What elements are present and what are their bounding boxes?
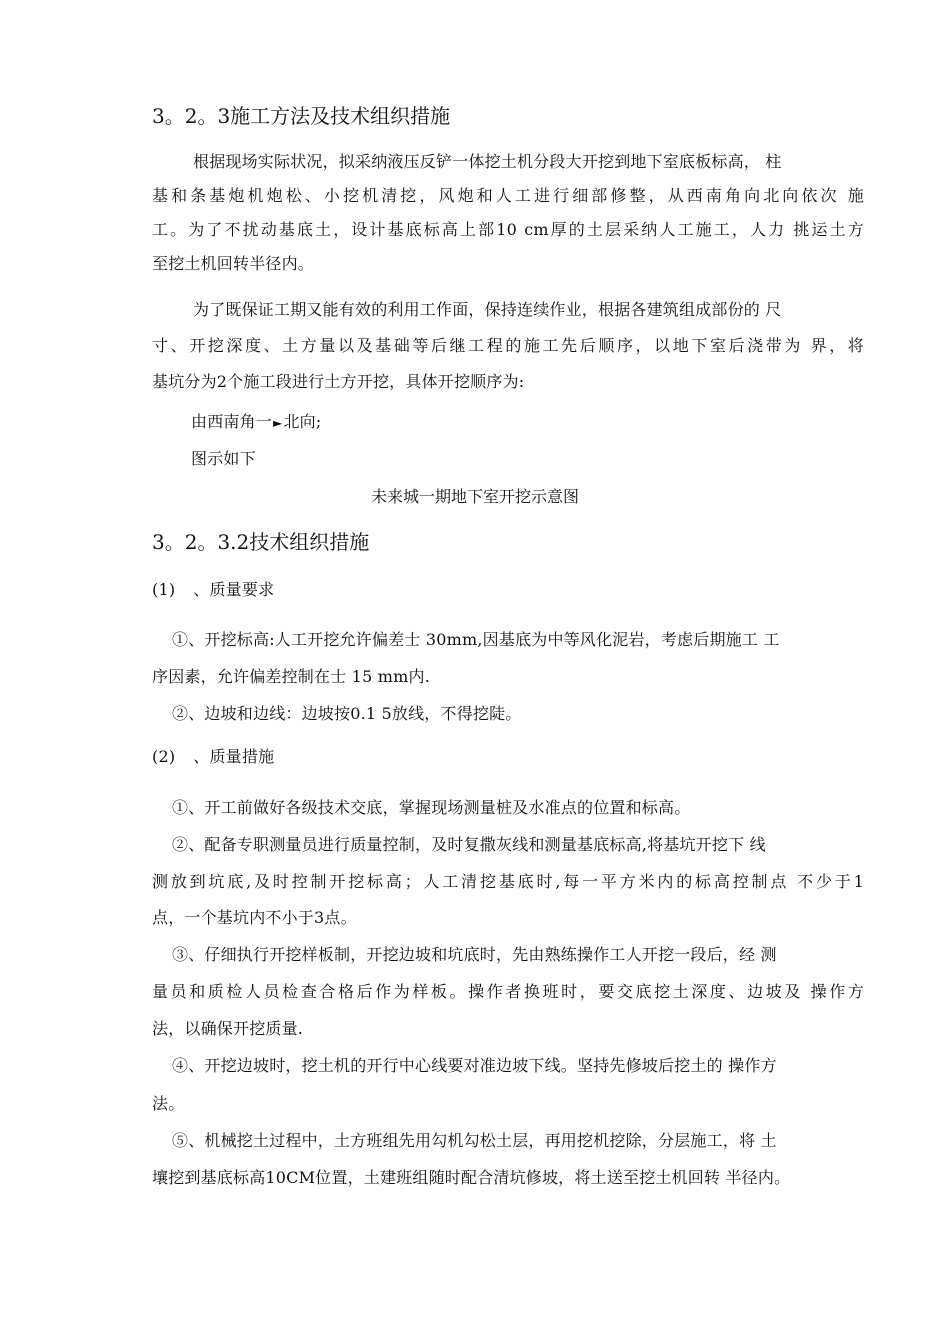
direction-from: 由西南角一 <box>191 412 273 431</box>
quality-req-heading <box>152 582 274 598</box>
quality-measures-item5-line2: 壤挖到基底标高10CM位置，土建班组随时配合清坑修坡，将土送至挖土机回转 半径内。 <box>152 1168 791 1187</box>
subsection-heading: 3。2。3.2技术组织措施 <box>152 530 370 554</box>
quality-measures-item4-line1: ④、开挖边坡时，挖土机的开行中心线要对准边坡下线。坚持先修坡后挖土的 操作方 <box>172 1056 777 1075</box>
para1-line3: 工。为了不扰动基底土，设计基底标高上部10 cm厚的土层采纳人工施工，人力 挑运土方 <box>152 220 864 239</box>
quality-req-item1-line1: ①、开挖标高:人工开挖允许偏差士 30mm,因基底为中等风化泥岩，考虑后期施工 工 <box>172 630 780 649</box>
para2-line1: 为了既保证工期又能有效的利用工作面，保持连续作业，根据各建筑组成部份的 尺 <box>193 300 782 319</box>
para1-line4: 至挖土机回转半径内。 <box>152 254 315 273</box>
direction-to: 北向; <box>283 412 322 431</box>
arrow-right-icon: ► <box>273 416 283 430</box>
figure-caption: 未来城一期地下室开挖示意图 <box>370 487 579 506</box>
para1-line2: 基和条基炮机炮松、小挖机清挖，风炮和人工进行细部修整，从西南角向北向依次 施 <box>152 186 864 205</box>
quality-measures-title: 、质量措施 <box>193 747 275 766</box>
direction-line <box>191 414 321 430</box>
quality-measures-item4-line2: 法。 <box>152 1094 185 1113</box>
quality-measures-number: (2) <box>152 747 176 766</box>
para2-line2: 寸、开挖深度、土方量以及基础等后继工程的施工先后顺序，以地下室后浇带为 界，将 <box>152 336 864 355</box>
section-heading: 3。2。3施工方法及技术组织措施 <box>152 104 451 128</box>
quality-measures-item2-line2: 测放到坑底,及时控制开挖标高；人工清挖基底时,每一平方米内的标高控制点 不少于1 <box>152 872 864 891</box>
quality-measures-item2-line1: ②、配备专职测量员进行质量控制，及时复撒灰线和测量基底标高,将基坑开挖下 线 <box>172 835 766 854</box>
quality-req-item2: ②、边坡和边线：边坡按0.1 5放线，不得挖陡。 <box>172 704 522 723</box>
quality-req-item1-line2: 序因素，允许偏差控制在士 15 mm内. <box>152 667 430 686</box>
para2-line3: 基坑分为2个施工段进行土方开挖，具体开挖顺序为: <box>152 372 525 391</box>
quality-req-title: 、质量要求 <box>193 580 275 599</box>
figure-note: 图示如下 <box>191 449 256 468</box>
quality-req-number: (1) <box>152 580 176 599</box>
quality-measures-item3-line3: 法，以确保开挖质量. <box>152 1019 304 1038</box>
para1-line1: 根据现场实际状况，拟采纳液压反铲一体挖土机分段大开挖到地下室底板标高， 柱 <box>193 152 782 171</box>
quality-measures-item3-line1: ③、仔细执行开挖样板制，开挖边坡和坑底时，先由熟练操作工人开挖一段后，经 测 <box>172 945 777 964</box>
quality-measures-item5-line1: ⑤、机械挖土过程中，土方班组先用勾机勾松土层，再用挖机挖除，分层施工，将 土 <box>172 1131 777 1150</box>
quality-measures-item3-line2: 量员和质检人员检查合格后作为样板。操作者换班时，要交底挖土深度、边坡及 操作方 <box>152 982 864 1001</box>
quality-measures-item1: ①、开工前做好各级技术交底，掌握现场测量桩及水准点的位置和标高。 <box>172 798 691 817</box>
quality-measures-heading <box>152 749 274 765</box>
quality-measures-item2-line3: 点，一个基坑内不小于3点。 <box>152 908 357 927</box>
